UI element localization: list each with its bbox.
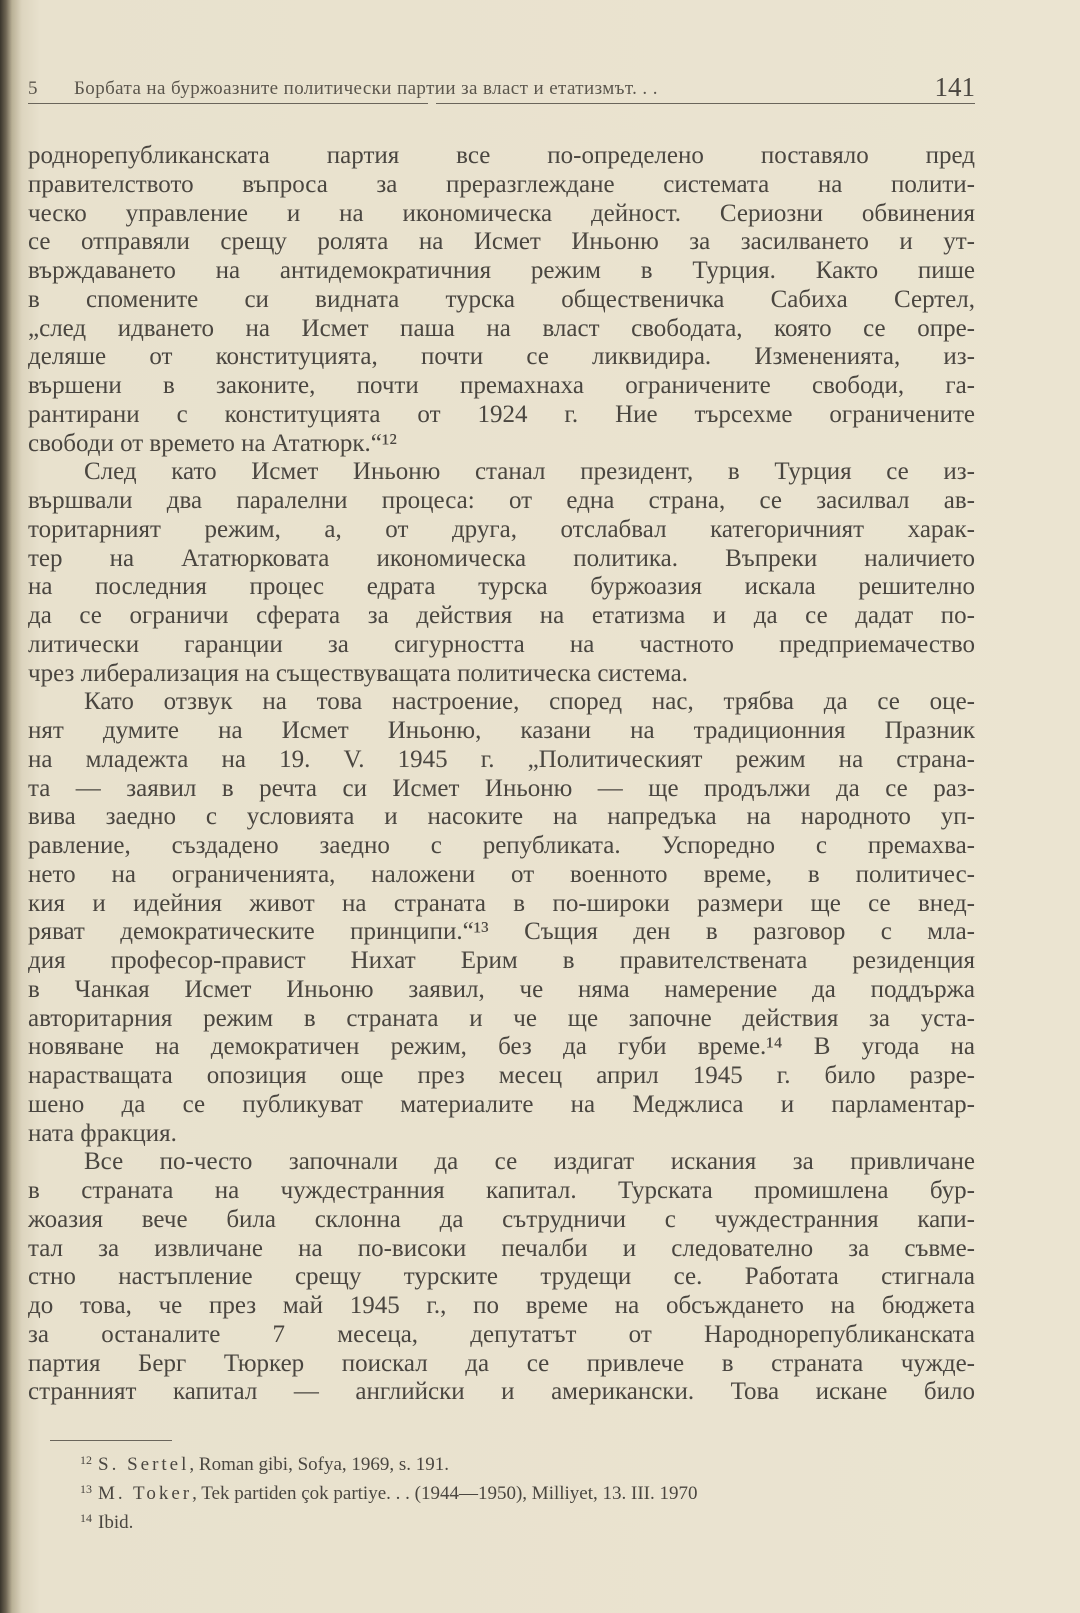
text-line: авторитарния режим в страната и че ще започне действия за уста- [28,1004,975,1032]
footnote-text: Ibid. [98,1512,134,1533]
header-rule [28,103,428,104]
text-line: След като Исмет Иньоню станал президент, в Турция се из- [84,458,975,486]
text-line: партия Берг Тюркер поискал да се привлече в страната чужде- [28,1349,975,1377]
text-line: новяване на демократичен режим, без да губи време.¹⁴ В угода на [28,1033,975,1061]
paragraph [28,688,975,1148]
text-line: торитарният режим, а, от друга, отслабвал категоричният харак- [28,515,975,543]
text-line: на последния процес едрата турска буржоазия искала решително [28,573,975,601]
text-line: стно настъпление срещу турските трудещи се. Работата стигнала [28,1263,975,1291]
text-line: „след идването на Исмет паша на власт свободата, която се опре- [28,314,975,342]
text-line: ряват демократическите принципи.“¹³ Същия ден в разговор с мла- [28,918,975,946]
footnote-text: , Roman gibi, Sofya, 1969, s. 191. [189,1454,450,1475]
text-line: чрез либерализация на съществуващата политическа система. [28,659,688,687]
text-line: в Чанкая Исмет Иньоню заявил, че няма намерение да поддържа [28,975,975,1003]
text-line: странният капитал — английски и американски. Това искане било [28,1378,975,1406]
paragraph [28,142,975,458]
text-line: тал за извличане на по-високи печалби и следователно за съвме- [28,1234,975,1262]
text-line: дия професор-правист Нихат Ерим в правителствената резиденция [28,947,975,974]
text-line: нят думите на Исмет Иньоню, казани на традиционния Празник [28,717,975,744]
text-line: в страната на чуждестранния капитал. Турската промишлена бур- [28,1177,975,1204]
running-title: Борбата на буржоазните политически партии за власт и етатизмът. . . [74,78,658,99]
text-line: нето на ограниченията, наложени от военното време, в политичес- [28,860,975,888]
text-line: тер на Ататюрковата икономическа политика. Въпреки наличието [28,544,975,572]
text-line: в спомените си видната турска общественичка Сабиха Сертел, [28,285,975,313]
text-line: вършени в законите, почти премахнаха ограничените свободи, га- [28,372,975,399]
running-header [28,72,975,102]
footnote-number: 14 [80,1511,92,1525]
paragraph [28,1148,975,1407]
footnote-number: 12 [80,1453,92,1467]
footnote-number: 13 [80,1482,92,1496]
footnote [80,1477,698,1506]
chapter-number: 5 [28,78,38,99]
footnote-author: S. Sertel [98,1454,190,1475]
text-line: на младежта на 19. V. 1945 г. „Политическият режим на страна- [28,745,975,773]
text-line: вива заедно с условията и насоките на напредъка на народното уп- [28,803,975,831]
text-line: ческо управление и на икономическа дейност. Сериозни обвинения [28,199,975,227]
footnotes [80,1448,698,1535]
text-line: роднорепубликанската партия все по-определено поставяло пред [28,142,975,169]
header-rule [436,103,975,104]
text-line: вършвали два паралелни процеса: от една страна, се засилвал ав- [28,487,975,514]
text-line: до това, че през май 1945 г., по време на обсъждането на бюджета [28,1292,975,1319]
text-line: да се ограничи сферата за действия на етатизма и да се дадат по- [28,602,975,629]
text-line: литически гаранции за сигурността на частното предприемачество [28,630,975,658]
text-line: деляше от конституцията, почти се ликвидира. Измененията, из- [28,343,975,371]
text-line: правителството въпроса за преразглеждане системата на полити- [28,170,975,198]
footnote-author: M. Toker [98,1483,193,1504]
text-line: та — заявил в речта си Исмет Иньоню — ще продължи да се раз- [28,774,975,802]
text-line: свободи от времето на Ататюрк.“¹² [28,429,397,457]
text-line: шено да се публикуват материалите на Меджлиса и парламентар- [28,1090,975,1118]
text-line: за останалите 7 месеца, депутатът от Народнорепубликанската [28,1320,975,1348]
text-line: Като отзвук на това настроение, според нас, трябва да се оце- [84,688,975,716]
text-line: се отправяли срещу ролята на Исмет Иньоню за засилването и ут- [28,228,975,256]
text-line: кия и идейния живот на страната в по-широки размери ще се внед- [28,889,975,917]
text-line: ната фракция. [28,1119,177,1147]
text-line: Все по-често започнали да се издигат искания за привличане [84,1148,975,1176]
footnote [80,1506,698,1535]
text-line: нарастващата опозиция още през месец април 1945 г. било разре- [28,1062,975,1089]
paragraph [28,458,975,688]
text-line: равление, създадено заедно с републиката. Успоредно с премахва- [28,832,975,859]
text-line: жоазия вече била склонна да сътрудничи с чуждестранния капи- [28,1205,975,1233]
text-line: върждаването на антидемократичния режим в Турция. Както пише [28,257,975,284]
text-line: рантирани с конституцията от 1924 г. Ние търсехме ограничените [28,400,975,428]
page-number: 141 [934,72,975,102]
footnote [80,1448,698,1477]
footnote-text: , Tek partiden çok partiye. . . (1944—1950), Milliyet, 13. III. 1970 [192,1483,698,1504]
footnote-separator [50,1440,172,1441]
body-text [28,142,975,1407]
